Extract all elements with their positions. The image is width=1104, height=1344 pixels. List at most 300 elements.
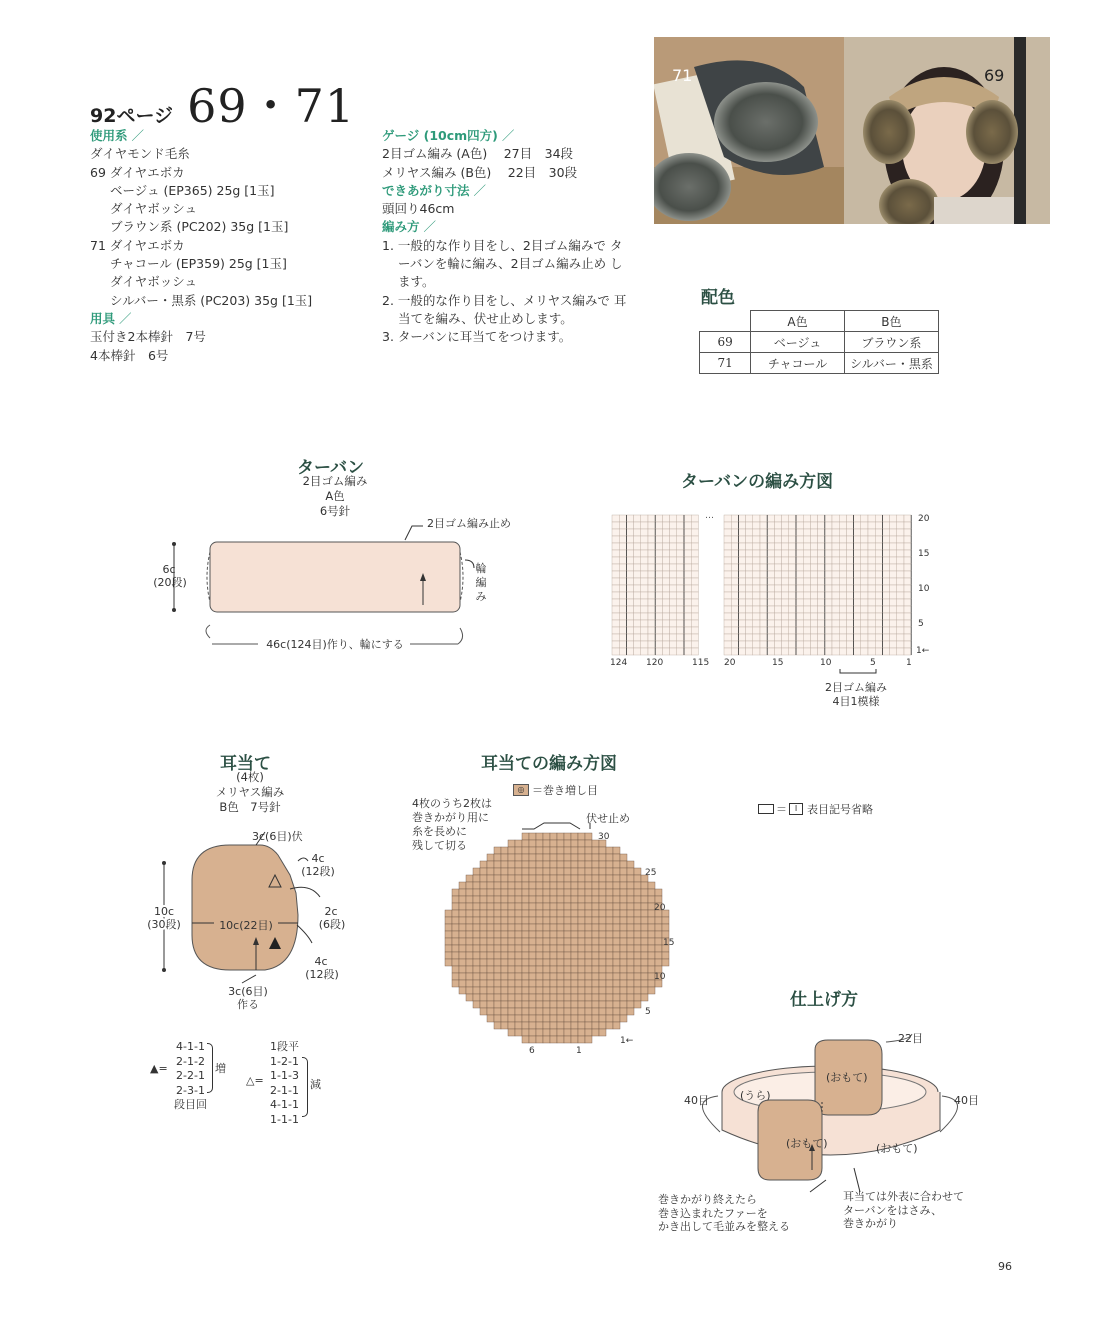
chart-cell (536, 1001, 543, 1008)
chart-cell (846, 543, 853, 550)
chart-cell (536, 966, 543, 973)
chart-cell (648, 627, 655, 634)
chart-cell (738, 613, 745, 620)
chart-cell (796, 564, 803, 571)
chart-cell (550, 917, 557, 924)
chart-cell (789, 627, 796, 634)
chart-cell (662, 515, 669, 522)
chart-cell (796, 515, 803, 522)
chart-cell (648, 889, 655, 896)
chart-cell (494, 959, 501, 966)
chart-cell (592, 896, 599, 903)
chart-cell (592, 1008, 599, 1015)
chart-cell (452, 896, 459, 903)
chart-cell (890, 592, 897, 599)
chart-cell (868, 536, 875, 543)
chart-cell (536, 959, 543, 966)
chart-cell (746, 613, 753, 620)
chart-cell (854, 585, 861, 592)
chart-cell (619, 550, 626, 557)
chart-cell (473, 994, 480, 1001)
chart-cell (882, 571, 889, 578)
chart-cell (825, 543, 832, 550)
chart-cell (626, 550, 633, 557)
chart-cell (641, 564, 648, 571)
chart-cell (789, 529, 796, 536)
chart-cell (731, 543, 738, 550)
chart-cell (854, 557, 861, 564)
chart-cell (832, 571, 839, 578)
chart-cell (825, 613, 832, 620)
tool-item: 4本棒針 6号 (90, 347, 169, 363)
chart-cell (670, 550, 677, 557)
chart-cell (522, 945, 529, 952)
chart-cell (904, 620, 911, 627)
chart-cell (585, 973, 592, 980)
chart-cell (480, 938, 487, 945)
yarn-item: ブラウン系 (PC202) 35g [1玉] (110, 219, 289, 235)
chart-cell (613, 889, 620, 896)
chart-cell (875, 641, 882, 648)
chart-cell (803, 613, 810, 620)
chart-cell (626, 592, 633, 599)
chart-cell (861, 620, 868, 627)
chart-cell (494, 987, 501, 994)
note-line: 巻きかがり用に (412, 811, 489, 824)
chart-cell (487, 994, 494, 1001)
chart-cell (619, 536, 626, 543)
chart-cell (515, 1015, 522, 1022)
chart-cell (592, 952, 599, 959)
chart-cell (789, 522, 796, 529)
chart-cell (508, 1015, 515, 1022)
chart-cell (626, 599, 633, 606)
chart-cell (599, 1008, 606, 1015)
chart-cell (612, 522, 619, 529)
chart-cell (578, 875, 585, 882)
chart-cell (578, 889, 585, 896)
chart-cell (592, 1022, 599, 1029)
knit-stitch-icon: I (789, 803, 803, 815)
chart-cell (473, 924, 480, 931)
chart-cell (796, 627, 803, 634)
chart-cell (619, 641, 626, 648)
chart-cell (897, 627, 904, 634)
chart-cell (818, 515, 825, 522)
chart-cell (585, 1015, 592, 1022)
chart-cell (578, 973, 585, 980)
chart-cell (571, 903, 578, 910)
chart-cell (626, 578, 633, 585)
chart-cell (738, 529, 745, 536)
chart-cell (875, 515, 882, 522)
chart-cell (818, 634, 825, 641)
chart-cell (731, 592, 738, 599)
chart-cell (543, 1015, 550, 1022)
chart-cell (466, 910, 473, 917)
chart-cell (564, 910, 571, 917)
chart-cell (789, 613, 796, 620)
ear-chart-legend (513, 782, 598, 798)
chart-cell (839, 536, 846, 543)
chart-cell (564, 959, 571, 966)
chart-cell (818, 585, 825, 592)
chart-cell (522, 917, 529, 924)
chart-cell (648, 945, 655, 952)
chart-cell (480, 931, 487, 938)
chart-cell (875, 613, 882, 620)
chart-cell (839, 578, 846, 585)
chart-cell (774, 634, 781, 641)
chart-cell (803, 627, 810, 634)
chart-cell (557, 966, 564, 973)
chart-cell (585, 931, 592, 938)
turban-color: A色 (325, 489, 345, 503)
chart-cell (760, 557, 767, 564)
chart-cell (501, 931, 508, 938)
chart-cell (487, 980, 494, 987)
chart-cell (529, 931, 536, 938)
chart-cell (684, 613, 691, 620)
product-photo (654, 37, 1050, 224)
chart-cell (599, 875, 606, 882)
chart-cell (466, 882, 473, 889)
chart-cell (626, 613, 633, 620)
chart-cell (684, 634, 691, 641)
chart-cell (868, 585, 875, 592)
turban-chart-grid (612, 511, 911, 655)
chart-cell (466, 889, 473, 896)
chart-cell (557, 910, 564, 917)
chart-cell (522, 1022, 529, 1029)
chart-cell (536, 1022, 543, 1029)
col-label: 20 (724, 658, 736, 668)
chart-cell (487, 959, 494, 966)
chart-cell (501, 882, 508, 889)
chart-cell (724, 522, 731, 529)
chart-cell (648, 606, 655, 613)
chart-cell (536, 868, 543, 875)
chart-cell (724, 634, 731, 641)
chart-cell (592, 917, 599, 924)
chart-cell (452, 959, 459, 966)
chart-cell (536, 1015, 543, 1022)
chart-cell (641, 641, 648, 648)
chart-cell (641, 634, 648, 641)
chart-cell (691, 606, 698, 613)
chart-cell (599, 896, 606, 903)
chart-cell (677, 641, 684, 648)
chart-cell (620, 938, 627, 945)
chart-cell (550, 882, 557, 889)
chart-cell (832, 599, 839, 606)
chart-cell (522, 987, 529, 994)
chart-cell (585, 903, 592, 910)
chart-cell (634, 868, 641, 875)
chart-cell (662, 550, 669, 557)
chart-cell (515, 924, 522, 931)
chart-cell (648, 522, 655, 529)
materials-column (90, 127, 360, 365)
chart-cell (529, 889, 536, 896)
chart-cell (466, 980, 473, 987)
chart-cell (626, 606, 633, 613)
increase-row: 4-1-1 (176, 1040, 205, 1053)
chart-cell (796, 585, 803, 592)
chart-cell (641, 578, 648, 585)
chart-cell (557, 1001, 564, 1008)
chart-cell (767, 522, 774, 529)
chart-cell (613, 924, 620, 931)
chart-cell (746, 536, 753, 543)
chart-cell (641, 613, 648, 620)
chart-cell (487, 868, 494, 875)
chart-cell (522, 882, 529, 889)
chart-cell (861, 522, 868, 529)
chart-cell (606, 847, 613, 854)
chart-cell (832, 648, 839, 655)
chart-cell (501, 1001, 508, 1008)
chart-cell (606, 938, 613, 945)
chart-cell (774, 557, 781, 564)
chart-cell (585, 847, 592, 854)
wrap-increase-icon: ◎ (513, 784, 529, 796)
page-reference: 92ページ (90, 105, 174, 127)
chart-cell (753, 536, 760, 543)
chart-cell (897, 599, 904, 606)
chart-cell (592, 973, 599, 980)
method-step: 1. 一般的な作り目をし、2目ゴム編みで ターバンを輪に編み、2目ゴム編み止め します。 (382, 237, 623, 290)
chart-cell (641, 522, 648, 529)
chart-cell (767, 648, 774, 655)
chart-cell (466, 987, 473, 994)
chart-cell (655, 945, 662, 952)
earmuff-side3b: (12段) (305, 968, 339, 981)
chart-cell (854, 599, 861, 606)
chart-cell (613, 903, 620, 910)
chart-cell (868, 578, 875, 585)
chart-cell (620, 987, 627, 994)
chart-cell (789, 592, 796, 599)
chart-cell (612, 543, 619, 550)
chart-cell (515, 952, 522, 959)
chart-cell (585, 917, 592, 924)
chart-cell (612, 564, 619, 571)
chart-cell (529, 903, 536, 910)
chart-cell (508, 945, 515, 952)
chart-cell (480, 903, 487, 910)
chart-cell (803, 536, 810, 543)
chart-cell (494, 980, 501, 987)
chart-cell (627, 896, 634, 903)
chart-cell (536, 833, 543, 840)
chart-cell (480, 1001, 487, 1008)
chart-cell (832, 634, 839, 641)
chart-cell (564, 994, 571, 1001)
col-label: 1 (576, 1046, 582, 1056)
chart-cell (861, 515, 868, 522)
chart-cell (868, 515, 875, 522)
chart-cell (746, 592, 753, 599)
chart-cell (648, 529, 655, 536)
chart-cell (613, 854, 620, 861)
chart-cell (557, 854, 564, 861)
row-label: 15 (918, 549, 930, 559)
tool-item: 玉付き2本棒針 7号 (90, 329, 206, 345)
chart-cell (641, 543, 648, 550)
chart-cell (585, 1001, 592, 1008)
chart-cell (466, 938, 473, 945)
chart-cell (782, 599, 789, 606)
chart-cell (655, 543, 662, 550)
chart-cell (890, 627, 897, 634)
chart-cell (564, 840, 571, 847)
row-label: 20 (918, 514, 930, 524)
chart-cell (897, 578, 904, 585)
chart-cell (677, 648, 684, 655)
chart-cell (904, 543, 911, 550)
chart-cell (494, 945, 501, 952)
chart-cell (480, 1008, 487, 1015)
chart-cell (803, 515, 810, 522)
chart-cell (684, 641, 691, 648)
chart-cell (613, 875, 620, 882)
chart-cell (466, 945, 473, 952)
chart-cell (774, 550, 781, 557)
chart-cell (796, 634, 803, 641)
chart-cell (543, 889, 550, 896)
page-number: 96 (998, 1260, 1012, 1273)
chart-cell (782, 592, 789, 599)
chart-cell (613, 952, 620, 959)
chart-cell (557, 1036, 564, 1043)
chart-cell (634, 966, 641, 973)
chart-cell (459, 889, 466, 896)
chart-cell (803, 634, 810, 641)
chart-cell (641, 896, 648, 903)
chart-cell (543, 938, 550, 945)
chart-cell (684, 515, 691, 522)
chart-cell (796, 613, 803, 620)
chart-cell (746, 550, 753, 557)
chart-cell (452, 966, 459, 973)
chart-cell (452, 938, 459, 945)
chart-cell (839, 613, 846, 620)
chart-cell (846, 592, 853, 599)
chart-cell (868, 620, 875, 627)
increase-symbol: ▲= (150, 1062, 168, 1075)
chart-cell (529, 868, 536, 875)
chart-cell (466, 903, 473, 910)
chart-cell (782, 634, 789, 641)
chart-cell (487, 910, 494, 917)
chart-cell (459, 882, 466, 889)
chart-cell (606, 959, 613, 966)
chart-cell (854, 634, 861, 641)
chart-cell (606, 889, 613, 896)
chart-cell (620, 1015, 627, 1022)
chart-cell (767, 536, 774, 543)
chart-cell (494, 861, 501, 868)
chart-cell (738, 536, 745, 543)
chart-cell (522, 910, 529, 917)
chart-cell (875, 557, 882, 564)
chart-cell (480, 952, 487, 959)
chart-cell (550, 868, 557, 875)
chart-cell (789, 620, 796, 627)
chart-cell (738, 627, 745, 634)
chart-cell (684, 620, 691, 627)
chart-cell (585, 994, 592, 1001)
chart-cell (494, 910, 501, 917)
chart-cell (626, 557, 633, 564)
chart-cell (522, 959, 529, 966)
chart-cell (508, 924, 515, 931)
chart-cell (760, 543, 767, 550)
chart-cell (825, 599, 832, 606)
chart-cell (613, 861, 620, 868)
chart-cell (536, 1008, 543, 1015)
yarn-item: ダイヤボッシュ (110, 274, 198, 290)
chart-cell (515, 889, 522, 896)
chart-cell (670, 599, 677, 606)
chart-cell (494, 875, 501, 882)
turban-rows: (20段) (153, 576, 187, 589)
chart-cell (536, 952, 543, 959)
chart-cell (832, 578, 839, 585)
note-line: かき出して毛並みを整える (658, 1220, 790, 1233)
chart-cell (599, 847, 606, 854)
chart-cell (767, 543, 774, 550)
chart-cell (501, 847, 508, 854)
chart-cell (494, 1015, 501, 1022)
chart-cell (627, 987, 634, 994)
chart-cell (543, 833, 550, 840)
chart-cell (753, 578, 760, 585)
chart-cell (557, 875, 564, 882)
chart-cell (634, 557, 641, 564)
chart-cell (789, 536, 796, 543)
ear-chart-grid (445, 833, 669, 1043)
chart-cell (585, 882, 592, 889)
turban-round-label: 輪編み (475, 562, 487, 603)
chart-cell (508, 840, 515, 847)
chart-cell (648, 634, 655, 641)
chart-cell (522, 903, 529, 910)
chart-cell (627, 973, 634, 980)
chart-cell (753, 585, 760, 592)
chart-cell (782, 522, 789, 529)
chart-cell (452, 973, 459, 980)
chart-cell (731, 515, 738, 522)
chart-cell (619, 571, 626, 578)
chart-cell (904, 529, 911, 536)
chart-cell (612, 515, 619, 522)
chart-cell (599, 854, 606, 861)
chart-cell (501, 889, 508, 896)
chart-cell (655, 620, 662, 627)
chart-cell (774, 627, 781, 634)
chart-cell (846, 620, 853, 627)
chart-cell (832, 557, 839, 564)
chart-cell (445, 959, 452, 966)
chart-cell (641, 938, 648, 945)
chart-cell (677, 564, 684, 571)
chart-cell (897, 564, 904, 571)
finish-left-stitches: 40目 (684, 1094, 709, 1107)
chart-cell (487, 882, 494, 889)
chart-cell (774, 536, 781, 543)
